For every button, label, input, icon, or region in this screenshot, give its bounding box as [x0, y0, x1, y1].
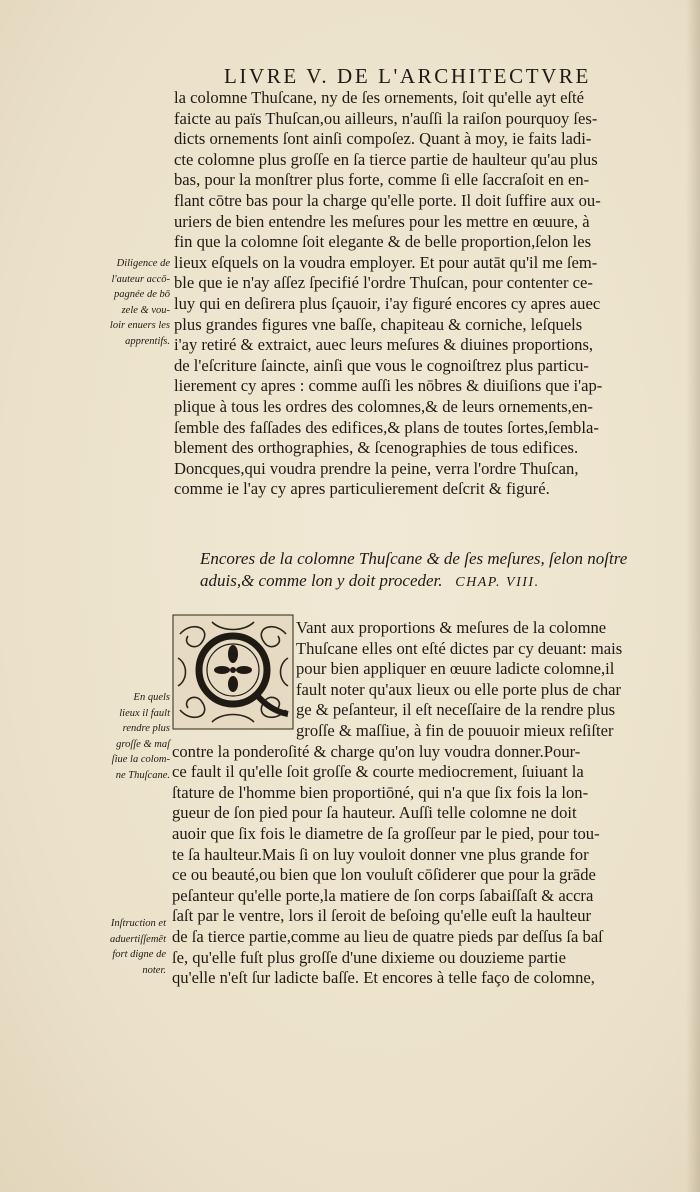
text-line: ſemble des faſſades des edifices,& plans de toutes ſortes,ſembla-: [174, 417, 599, 437]
text-line: te ſa haulteur.Mais ſi on luy vouloit donner vne plus grande for: [172, 844, 589, 864]
margin-line: groſſe & maſ: [116, 738, 170, 750]
text-line: fin que la colomne ſoit elegante & de belle proportion,ſelon les: [174, 232, 592, 252]
text-line: cte colomne plus groſſe en ſa tierce partie de haulteur qu'au plus: [174, 149, 598, 169]
paragraph-2: [172, 618, 680, 989]
text-line: Vant aux proportions & meſures de la colomne: [296, 618, 607, 637]
margin-line: lieux il fault: [119, 707, 170, 719]
heading-line-2: [200, 570, 640, 592]
chapter-heading: [200, 548, 640, 592]
margin-line: aduertiſſemēt: [110, 933, 166, 945]
margin-line: fort digne de: [112, 949, 166, 960]
text-line: blement des orthographies, & ſcenographies de tous edifices.: [174, 438, 579, 458]
text-line: bas, pour la monſtrer plus forte, comme ſi elle ſaccraſoit en en-: [174, 170, 590, 190]
text-line: ſaſt par le ventre, lors il ſeroit de beſoing qu'elle euſt la haulteur: [172, 906, 592, 926]
margin-line: zele & vou-: [121, 304, 170, 316]
text-line: Thuſcane elles ont eſté dictes par cy deuant: mais: [296, 638, 623, 658]
text-line: flant cōtre bas pour la charge qu'elle porte. Il doit ſuffire aux ou-: [174, 190, 601, 210]
text-line: la colomne Thuſcane, ny de ſes ornements, ſoit qu'elle ayt eſté: [174, 88, 585, 107]
text-line: plique à tous les ordres des colomnes,& de leurs ornements,en-: [174, 396, 593, 416]
text-line: qu'elle n'eſt ſur ladicte baſſe. Et encores à telle faço de colomne,: [172, 968, 595, 988]
marginal-note-lieux: [96, 690, 170, 783]
margin-line: apprentifs.: [125, 335, 170, 347]
text-line: ſtature de l'homme bien proportiōné, qui n'a que ſix fois la lon-: [172, 782, 589, 802]
running-header: LIVRE V. DE L'ARCHITECTVRE: [224, 64, 591, 88]
margin-line: Inſtruction et: [110, 918, 166, 929]
margin-line: noter.: [142, 964, 166, 976]
margin-line: Diligence de: [116, 258, 170, 269]
text-line: lierement cy apres : comme auſſi les nōbres & diuiſions que i'ap-: [174, 376, 603, 396]
text-line: ge & peſanteur, il eſt neceſſaire de la rendre plus: [296, 700, 616, 720]
text-line: de ſa tierce partie,comme au lieu de quatre pieds par deſſus ſa baſ: [172, 926, 603, 946]
heading-line-1: Encores de la colomne Thuſcane & de ſes meſures, ſelon noſtre: [200, 549, 628, 568]
paragraph-1: [174, 88, 682, 500]
text-line: ble que ie n'ay aſſez ſpecifié l'ordre Thuſcan, pour contenter ce-: [174, 273, 593, 293]
text-line: Doncques,qui voudra prendre la peine, verra l'ordre Thuſcan,: [174, 458, 579, 478]
text-line: faicte au païs Thuſcan,ou ailleurs, n'auſſi la raiſon pourquoy ſes-: [174, 108, 598, 128]
text-line: fault noter qu'aux lieux ou elle porte plus de char: [296, 679, 622, 699]
text-line: gueur de ſon pied pour ſa hauteur. Auſſi telle colomne ne doit: [172, 803, 577, 823]
text-line: dicts ornements ſont ainſi compoſez. Quant à moy, ie faits ladi-: [174, 129, 592, 149]
margin-line: loir enuers les: [109, 320, 170, 331]
chapter-label: CHAP. VIII.: [455, 575, 540, 590]
margin-line: rendre plus: [122, 723, 170, 734]
text-line: i'ay retiré & extraict, auec leurs meſures & diuines proportions,: [174, 335, 594, 355]
text-line: ce ou beauté,ou bien que lon vouluſt cōſiderer que pour la grāde: [172, 865, 596, 885]
text-line: luy qui en deſirera plus ſçauoir, i'ay figuré encores cy apres auec: [174, 293, 601, 313]
text-line: groſſe & maſſiue, à fin de pouuoir mieux reſiſter: [296, 720, 614, 740]
marginal-note-instruction: [82, 916, 166, 978]
text-line: pour bien appliquer en œuure ladicte colomne,il: [296, 659, 615, 679]
margin-line: En quels: [133, 692, 170, 703]
text-line: lieux eſquels on la voudra employer. Et pour autāt qu'il me ſem-: [174, 252, 598, 272]
text-line: plus grandes figures vne baſſe, chapiteau & corniche, leſquels: [174, 314, 583, 334]
margin-line: l'auteur accō-: [111, 273, 170, 285]
text-line: ſe, qu'elle fuſt plus groſſe d'une dixieme ou douzieme partie: [172, 947, 566, 967]
text-line: contre la ponderoſité & charge qu'on luy voudra donner.Pour-: [172, 741, 581, 761]
text-line: peſanteur qu'elle porte,la matiere de ſon corps ſabaiſſaſt & accra: [172, 885, 594, 905]
text-line: comme ie l'ay cy apres particulierement deſcrit & figuré.: [174, 479, 550, 499]
margin-line: ne Thuſcane.: [115, 769, 170, 781]
margin-line: ſiue la colom-: [111, 754, 170, 765]
marginal-note-diligence: [96, 256, 170, 349]
text-line: de l'eſcriture ſaincte, ainſi que vous le cognoiſtrez plus particu-: [174, 355, 589, 375]
text-line: auoir que ſix fois le diametre de ſa groſſeur par le pied, pour tou-: [172, 823, 600, 843]
margin-line: pagnée de bō: [114, 289, 170, 300]
page-gutter-shadow: [686, 0, 700, 1192]
text-line: ce fault il qu'elle ſoit groſſe & courte mediocrement, ſuiuant la: [172, 762, 584, 782]
heading-line-2-text: aduis,& comme lon y doit proceder.: [200, 571, 443, 590]
text-line: uriers de bien entendre les meſures pour les mettre en œuure, à: [174, 211, 590, 231]
